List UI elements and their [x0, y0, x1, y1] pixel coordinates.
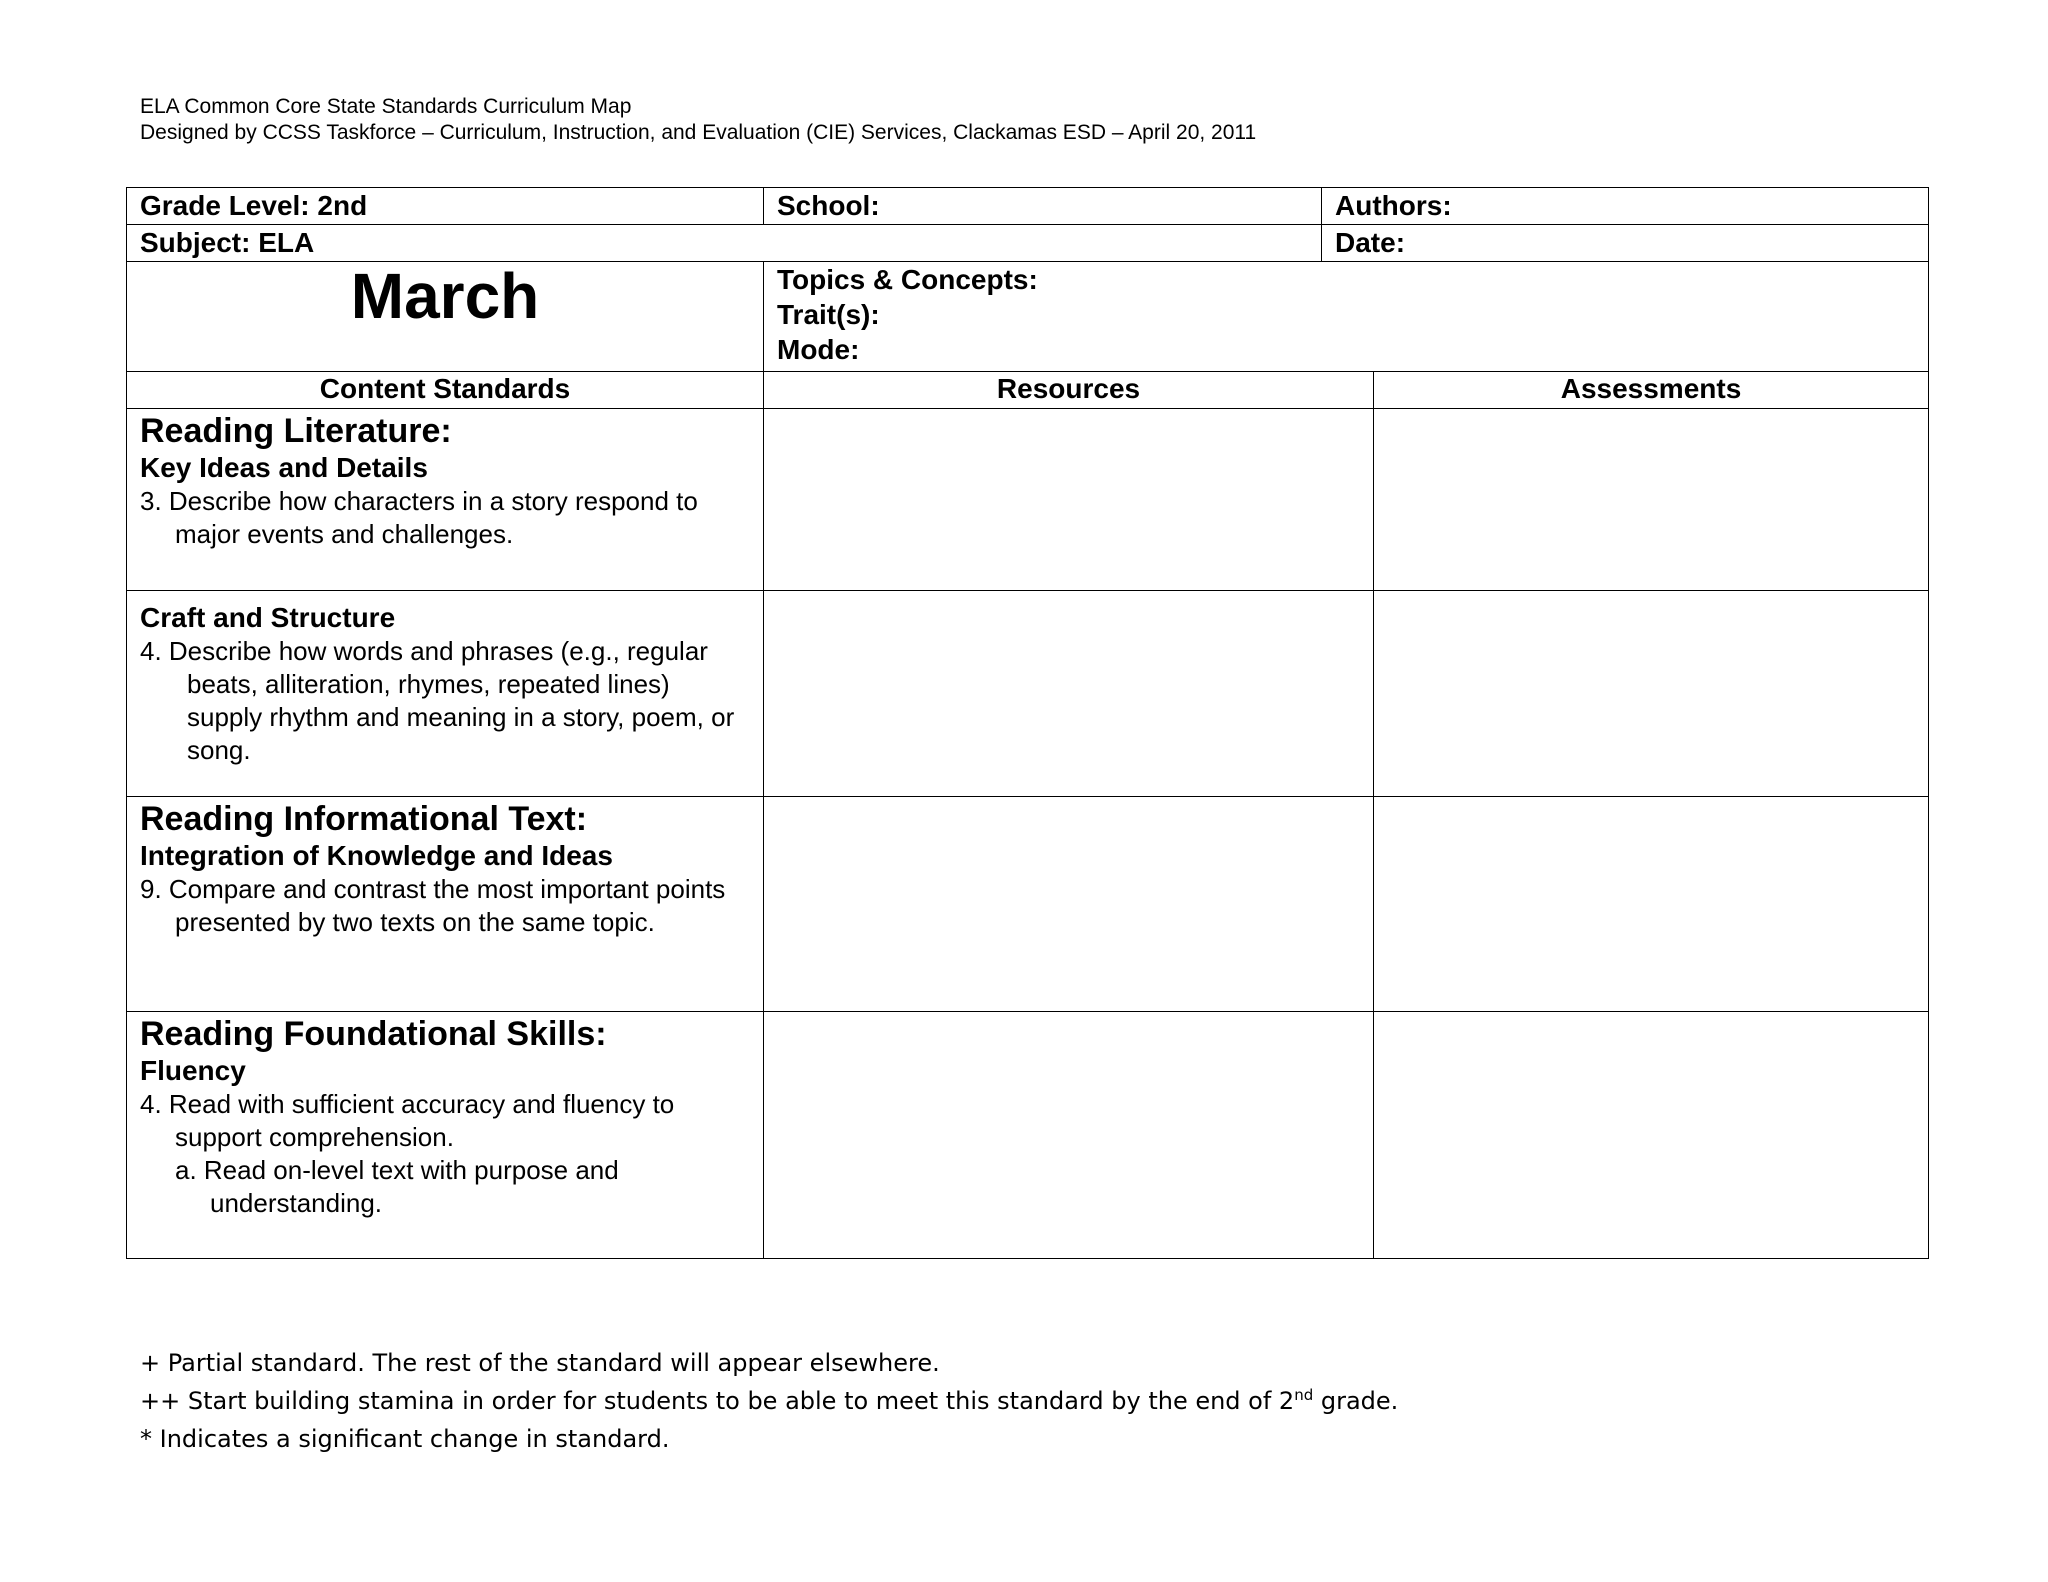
standard-subtext: a. Read on-level text with purpose and understanding.: [175, 1155, 619, 1218]
standard-text: 4. Describe how words and phrases (e.g., regular beats, alliteration, rhymes, repeated lines) supply rhythm and meaning in a story, poem, or song.: [140, 636, 735, 765]
info-row-2: [127, 225, 1929, 262]
assessments-cell[interactable]: [1374, 409, 1929, 591]
standard-row-3: [127, 797, 1929, 1012]
assessments-cell[interactable]: [1374, 797, 1929, 1012]
footnote-partial: + Partial standard. The rest of the standard will appear elsewhere.: [140, 1349, 940, 1377]
traits-label: Trait(s):: [777, 299, 880, 330]
mode-label: Mode:: [777, 334, 860, 365]
resources-header: Resources: [764, 372, 1374, 409]
grade-level-label: Grade Level: 2nd: [140, 190, 368, 221]
standard-row-4: [127, 1012, 1929, 1259]
resources-cell[interactable]: [764, 797, 1374, 1012]
assessments-cell[interactable]: [1374, 591, 1929, 797]
resources-cell[interactable]: [764, 1012, 1374, 1259]
standard-cell: [127, 591, 764, 797]
footnote-stamina: [140, 1382, 1398, 1420]
standard-cell: [127, 797, 764, 1012]
standard-cell: [127, 409, 764, 591]
info-row-1: [127, 188, 1929, 225]
standard-row-2: [127, 591, 1929, 797]
resources-cell[interactable]: [764, 591, 1374, 797]
standard-cluster: Integration of Knowledge and Ideas: [140, 840, 613, 871]
topics-label: Topics & Concepts:: [777, 264, 1038, 295]
school-cell: [764, 188, 1322, 225]
date-label: Date:: [1335, 227, 1406, 258]
month-title: March: [127, 262, 764, 372]
date-cell: [1322, 225, 1929, 262]
assessments-cell[interactable]: [1374, 1012, 1929, 1259]
subject-cell: [127, 225, 1322, 262]
footnote-stamina-text: ++ Start building stamina in order for students to be able to meet this standard by the end of 2: [140, 1387, 1295, 1415]
document-header-credit: Designed by CCSS Taskforce – Curriculum, Instruction, and Evaluation (CIE) Services, Clackamas ESD – April 20, 2011: [140, 121, 1257, 144]
standard-cell: [127, 1012, 764, 1259]
assessments-header: Assessments: [1374, 372, 1929, 409]
standard-strand: Reading Informational Text:: [140, 800, 588, 838]
school-label: School:: [777, 190, 880, 221]
standard-cluster: Craft and Structure: [140, 602, 396, 633]
standard-text: 4. Read with sufficient accuracy and fluency to support comprehension.: [140, 1089, 675, 1152]
authors-cell: [1322, 188, 1929, 225]
standard-cluster: Fluency: [140, 1055, 246, 1086]
standard-cluster: Key Ideas and Details: [140, 452, 428, 483]
standard-strand: Reading Literature:: [140, 412, 452, 450]
standard-strand: Reading Foundational Skills:: [140, 1015, 607, 1053]
footnote-significant: * Indicates a significant change in standard.: [140, 1425, 670, 1453]
footnote-stamina-ordinal: nd: [1294, 1386, 1314, 1404]
standard-row-1: [127, 409, 1929, 591]
footnotes: [140, 1344, 1398, 1458]
grade-level-cell: [127, 188, 764, 225]
curriculum-map-table: [126, 187, 1929, 1259]
column-header-row: [127, 372, 1929, 409]
topics-cell: [764, 262, 1929, 372]
authors-label: Authors:: [1335, 190, 1452, 221]
subject-label: Subject: ELA: [140, 227, 315, 258]
month-row: [127, 262, 1929, 372]
content-standards-header: Content Standards: [127, 372, 764, 409]
standard-text: 9. Compare and contrast the most important points presented by two texts on the same topic.: [140, 874, 726, 937]
document-header-title: ELA Common Core State Standards Curriculum Map: [140, 95, 632, 118]
standard-text: 3. Describe how characters in a story respond to major events and challenges.: [140, 486, 698, 549]
resources-cell[interactable]: [764, 409, 1374, 591]
footnote-stamina-end: grade.: [1313, 1387, 1399, 1415]
